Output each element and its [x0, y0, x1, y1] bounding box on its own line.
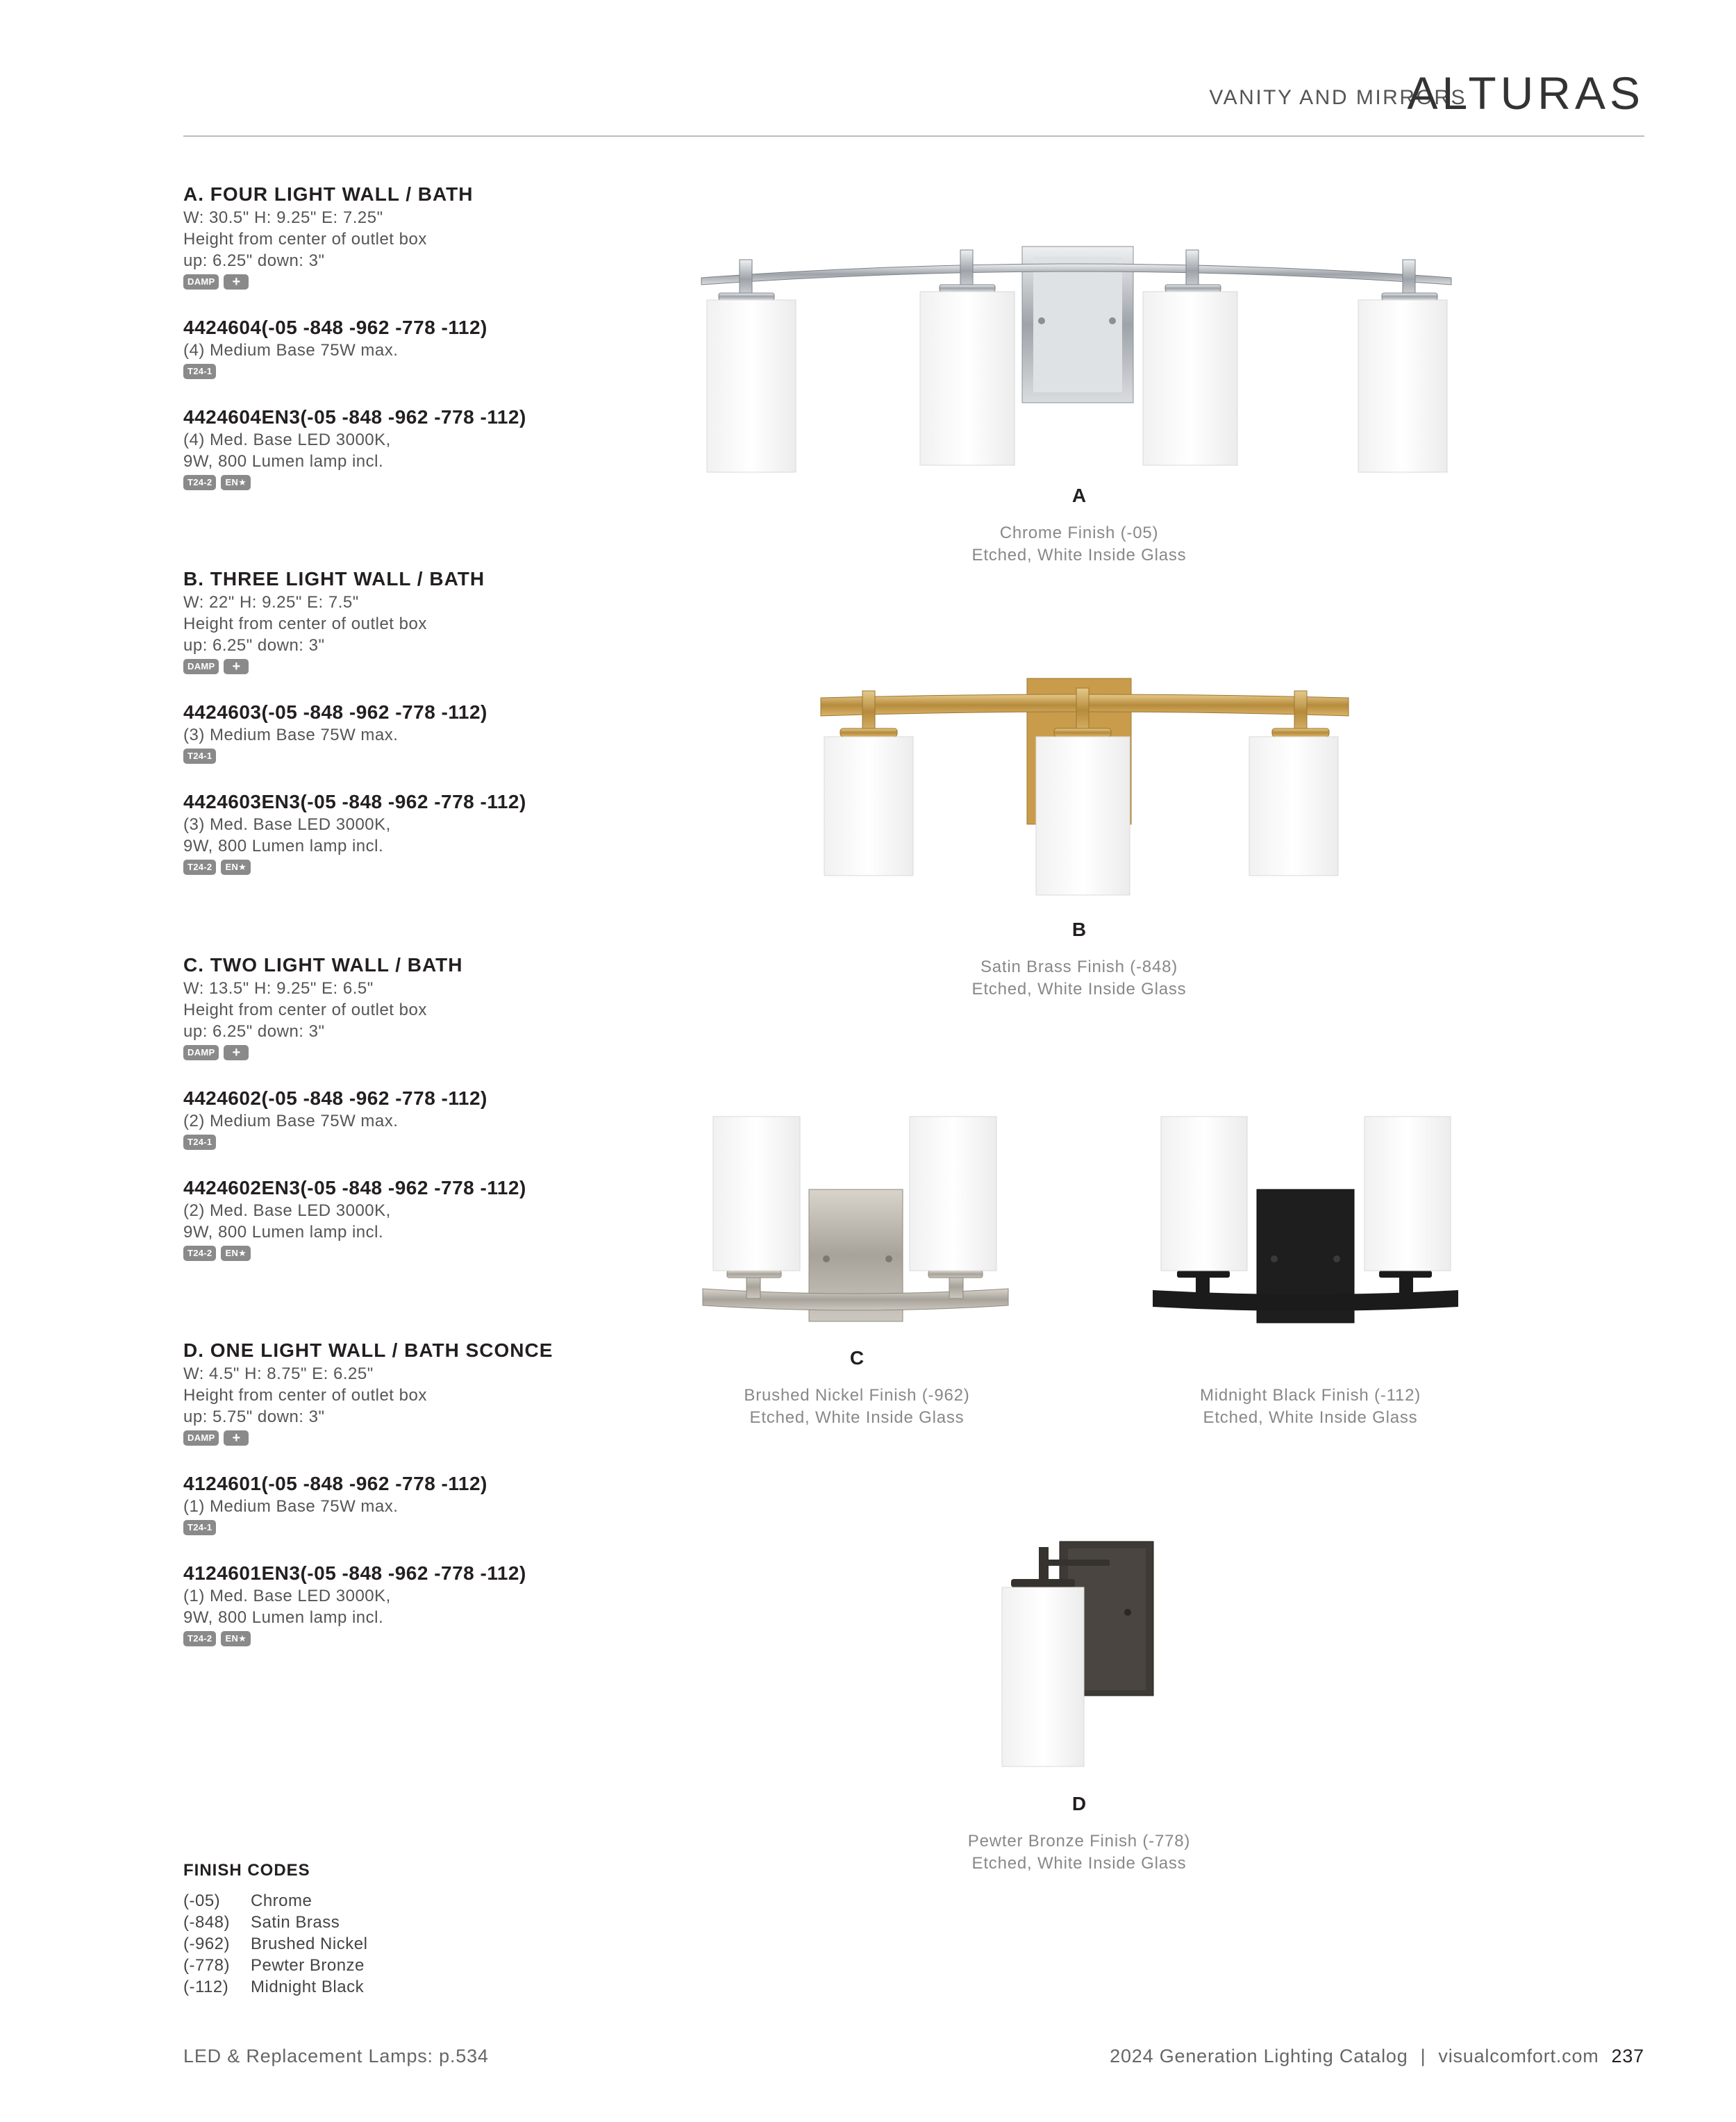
model-badges	[183, 1246, 628, 1261]
finish-name: Satin Brass Finish (-848)	[980, 958, 1178, 976]
spec-title: C. TWO LIGHT WALL / BATH	[183, 954, 463, 976]
spec-height-note: Height from center of outlet box	[183, 1001, 427, 1019]
t24-badge: T24-1	[183, 1520, 216, 1535]
model-lamp: (1) Medium Base 75W max.	[183, 1497, 399, 1516]
damp-badge: DAMP	[183, 659, 219, 674]
figure-letter-b: B	[1071, 919, 1087, 940]
energy-star-badge: EN★	[221, 1631, 251, 1646]
model-badges	[183, 860, 628, 875]
spec-dimensions: W: 4.5" H: 8.75" E: 6.25"	[183, 1364, 374, 1383]
model-lamp: 9W, 800 Lumen lamp incl.	[183, 1608, 384, 1627]
model-lamp: (1) Med. Base LED 3000K,	[183, 1587, 391, 1605]
spec-block-b	[183, 567, 628, 875]
finish-name: Satin Brass	[251, 1913, 340, 1932]
header-divider	[183, 135, 1644, 137]
finish-code: (-962)	[183, 1935, 231, 1953]
model-number: 4424604(-05 -848 -962 -778 -112)	[183, 317, 487, 338]
footer-right	[1110, 2046, 1644, 2067]
catalog-name: 2024 Generation Lighting Catalog	[1110, 2046, 1408, 2066]
collection-title: ALTURAS	[1407, 67, 1644, 119]
energy-star-badge: EN★	[221, 475, 251, 490]
finish-name: Midnight Black Finish (-112)	[1199, 1386, 1421, 1405]
finish-code-row	[183, 1933, 367, 1955]
product-image-four-light-chrome	[701, 243, 1451, 472]
finish-codes-list	[183, 1890, 367, 1998]
finish-code: (-778)	[183, 1956, 231, 1975]
plus-badge: +	[224, 274, 249, 290]
t24-badge: T24-1	[183, 749, 216, 764]
model-number-led: 4424604EN3(-05 -848 -962 -778 -112)	[183, 406, 526, 428]
spec-up-down: up: 5.75" down: 3"	[183, 1407, 325, 1426]
model-badges	[183, 1135, 628, 1150]
model-badges	[183, 364, 628, 379]
product-image-three-light-brass	[821, 677, 1349, 899]
model-lamp: (3) Medium Base 75W max.	[183, 726, 399, 744]
model-lamp: (2) Medium Base 75W max.	[183, 1112, 399, 1130]
finish-name: Brushed Nickel	[251, 1935, 368, 1953]
glass-type: Etched, White Inside Glass	[971, 546, 1187, 565]
plus-badge: +	[224, 1045, 249, 1060]
spec-up-down: up: 6.25" down: 3"	[183, 1022, 325, 1041]
finish-code: (-05)	[183, 1891, 221, 1910]
finish-code-row	[183, 1976, 367, 1998]
damp-badge: DAMP	[183, 274, 219, 290]
model-lamp: 9W, 800 Lumen lamp incl.	[183, 452, 384, 471]
plus-badge: +	[224, 659, 249, 674]
figure-letter-c: C	[849, 1347, 865, 1369]
product-image-two-light-black	[1153, 1117, 1458, 1325]
t24-badge: T24-1	[183, 1135, 216, 1150]
finish-code-row	[183, 1912, 367, 1933]
finish-codes-title: FINISH CODES	[183, 1861, 310, 1880]
spec-title: B. THREE LIGHT WALL / BATH	[183, 568, 485, 590]
footer-separator: |	[1420, 2046, 1426, 2066]
spec-title: D. ONE LIGHT WALL / BATH SCONCE	[183, 1339, 553, 1361]
rating-badges	[183, 274, 628, 290]
model-badges	[183, 1631, 628, 1646]
spec-title: A. FOUR LIGHT WALL / BATH	[183, 183, 474, 205]
finish-name: Midnight Black	[251, 1978, 365, 1996]
page-number: 237	[1611, 2046, 1644, 2066]
energy-star-badge: EN★	[221, 1246, 251, 1261]
finish-name: Brushed Nickel Finish (-962)	[744, 1386, 970, 1405]
finish-name: Pewter Bronze	[251, 1956, 365, 1975]
spec-height-note: Height from center of outlet box	[183, 1386, 427, 1405]
finish-name: Chrome	[251, 1891, 312, 1910]
model-lamp: 9W, 800 Lumen lamp incl.	[183, 837, 384, 855]
t24-badge: T24-2	[183, 1631, 216, 1646]
glass-type: Etched, White Inside Glass	[971, 980, 1187, 999]
rating-badges	[183, 659, 628, 674]
section-label: VANITY AND MIRRORS	[1209, 86, 1467, 109]
glass-type: Etched, White Inside Glass	[971, 1854, 1187, 1873]
product-image-one-light-bronze	[992, 1540, 1165, 1769]
spec-up-down: up: 6.25" down: 3"	[183, 636, 325, 655]
model-number-led: 4124601EN3(-05 -848 -962 -778 -112)	[183, 1562, 526, 1584]
spec-up-down: up: 6.25" down: 3"	[183, 251, 325, 270]
model-lamp: (4) Medium Base 75W max.	[183, 341, 399, 360]
plus-badge: +	[224, 1430, 249, 1446]
model-lamp: (4) Med. Base LED 3000K,	[183, 431, 391, 449]
damp-badge: DAMP	[183, 1045, 219, 1060]
spec-dimensions: W: 30.5" H: 9.25" E: 7.25"	[183, 208, 383, 227]
damp-badge: DAMP	[183, 1430, 219, 1446]
spec-block-d	[183, 1338, 628, 1646]
model-lamp: (2) Med. Base LED 3000K,	[183, 1201, 391, 1220]
rating-badges	[183, 1045, 628, 1060]
spec-block-c	[183, 953, 628, 1261]
finish-code: (-848)	[183, 1913, 231, 1932]
t24-badge: T24-2	[183, 860, 216, 875]
model-lamp: (3) Med. Base LED 3000K,	[183, 815, 391, 834]
spec-block-a	[183, 182, 628, 490]
finish-name: Pewter Bronze Finish (-778)	[967, 1832, 1191, 1851]
finish-name: Chrome Finish (-05)	[999, 524, 1159, 542]
spec-dimensions: W: 13.5" H: 9.25" E: 6.5"	[183, 979, 374, 998]
t24-badge: T24-2	[183, 1246, 216, 1261]
finish-caption-c-right	[1200, 1385, 1421, 1429]
model-badges	[183, 475, 628, 490]
finish-caption-b	[972, 956, 1187, 1001]
finish-code-row	[183, 1955, 367, 1976]
finish-caption-d	[968, 1830, 1190, 1875]
spec-dimensions: W: 22" H: 9.25" E: 7.5"	[183, 593, 359, 612]
model-lamp: 9W, 800 Lumen lamp incl.	[183, 1223, 384, 1242]
model-badges	[183, 1520, 628, 1535]
finish-code: (-112)	[183, 1978, 229, 1996]
rating-badges	[183, 1430, 628, 1446]
model-number: 4424602(-05 -848 -962 -778 -112)	[183, 1087, 487, 1109]
model-number: 4424603(-05 -848 -962 -778 -112)	[183, 701, 487, 723]
model-number-led: 4424603EN3(-05 -848 -962 -778 -112)	[183, 791, 526, 812]
finish-caption-a	[972, 522, 1187, 567]
model-number-led: 4424602EN3(-05 -848 -962 -778 -112)	[183, 1177, 526, 1198]
t24-badge: T24-1	[183, 364, 216, 379]
finish-caption-c-left	[744, 1385, 969, 1429]
figure-letter-a: A	[1071, 485, 1087, 506]
energy-star-badge: EN★	[221, 860, 251, 875]
model-number: 4124601(-05 -848 -962 -778 -112)	[183, 1473, 487, 1494]
figure-letter-d: D	[1071, 1793, 1087, 1814]
product-image-two-light-nickel	[703, 1117, 1008, 1325]
lamps-reference: LED & Replacement Lamps: p.534	[183, 2046, 489, 2066]
spec-height-note: Height from center of outlet box	[183, 615, 427, 633]
spec-height-note: Height from center of outlet box	[183, 230, 427, 249]
t24-badge: T24-2	[183, 475, 216, 490]
model-badges	[183, 749, 628, 764]
website-link[interactable]: visualcomfort.com	[1438, 2046, 1599, 2066]
finish-code-row	[183, 1890, 367, 1912]
glass-type: Etched, White Inside Glass	[749, 1408, 965, 1427]
glass-type: Etched, White Inside Glass	[1203, 1408, 1418, 1427]
